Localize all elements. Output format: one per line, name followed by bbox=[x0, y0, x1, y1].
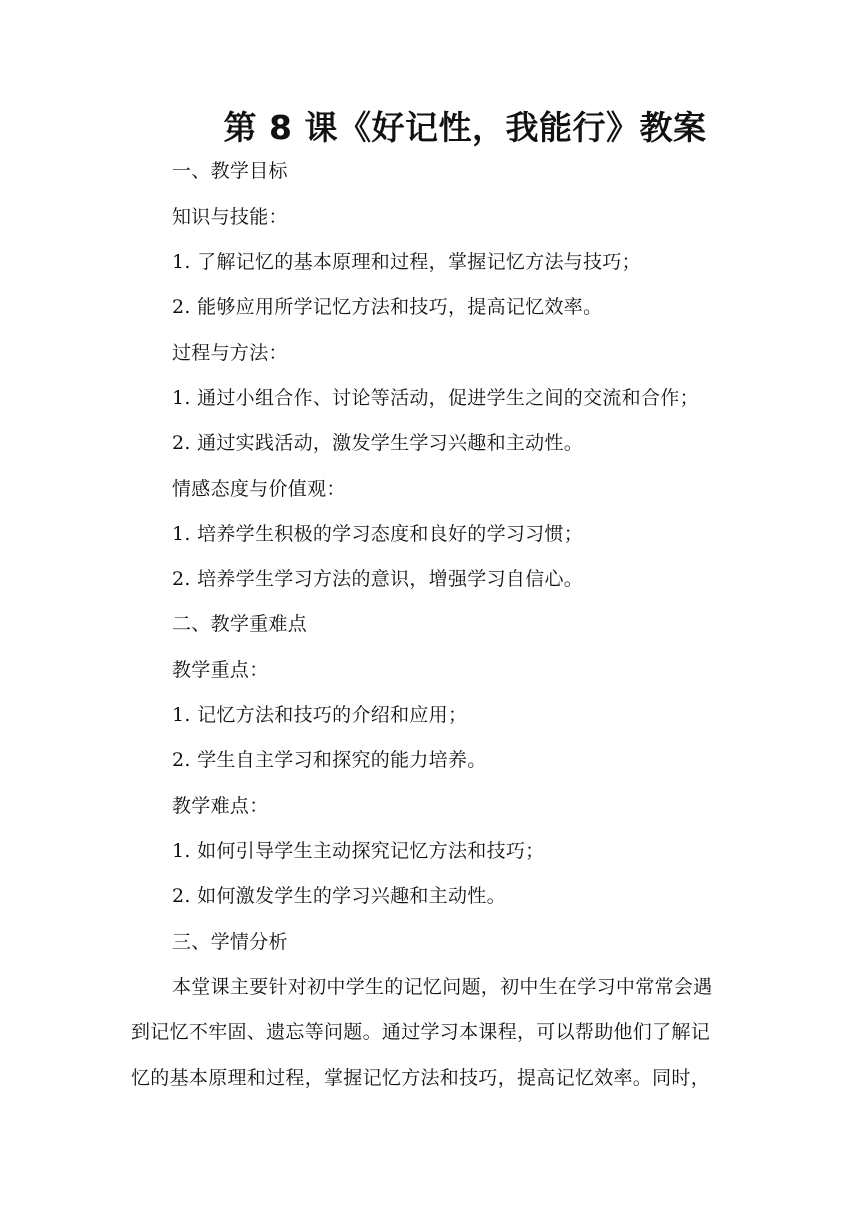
section-heading-key-points: 二、教学重难点 bbox=[172, 613, 308, 635]
list-item: 1. 了解记忆的基本原理和过程，掌握记忆方法与技巧； bbox=[172, 251, 641, 273]
paragraph-line: 忆的基本原理和过程，掌握记忆方法和技巧，提高记忆效率。同时， bbox=[131, 1067, 711, 1089]
list-item: 2. 培养学生学习方法的意识，增强学习自信心。 bbox=[172, 568, 584, 590]
list-item: 1. 通过小组合作、讨论等活动，促进学生之间的交流和合作； bbox=[172, 387, 699, 409]
subheading-difficulties: 教学难点： bbox=[172, 795, 269, 817]
subheading-attitude-values: 情感态度与价值观： bbox=[172, 478, 346, 500]
list-item: 2. 能够应用所学记忆方法和技巧，提高记忆效率。 bbox=[172, 296, 603, 318]
paragraph-line: 本堂课主要针对初中学生的记忆问题，初中生在学习中常常会遇 bbox=[172, 976, 713, 998]
subheading-focus: 教学重点： bbox=[172, 659, 269, 681]
list-item: 1. 如何引导学生主动探究记忆方法和技巧； bbox=[172, 840, 545, 862]
list-item: 2. 通过实践活动，激发学生学习兴趣和主动性。 bbox=[172, 432, 584, 454]
subheading-knowledge-skills: 知识与技能： bbox=[172, 206, 288, 228]
list-item: 2. 如何激发学生的学习兴趣和主动性。 bbox=[172, 885, 506, 907]
paragraph-line: 到记忆不牢固、遗忘等问题。通过学习本课程，可以帮助他们了解记 bbox=[131, 1021, 711, 1043]
section-heading-analysis: 三、学情分析 bbox=[172, 931, 288, 953]
section-heading-objectives: 一、教学目标 bbox=[172, 160, 288, 182]
list-item: 1. 培养学生积极的学习态度和良好的学习习惯； bbox=[172, 523, 584, 545]
list-item: 2. 学生自主学习和探究的能力培养。 bbox=[172, 749, 487, 771]
list-item: 1. 记忆方法和技巧的介绍和应用； bbox=[172, 704, 468, 726]
subheading-process-methods: 过程与方法： bbox=[172, 342, 288, 364]
document-title: 第 8 课《好记性，我能行》教案 bbox=[223, 108, 707, 147]
